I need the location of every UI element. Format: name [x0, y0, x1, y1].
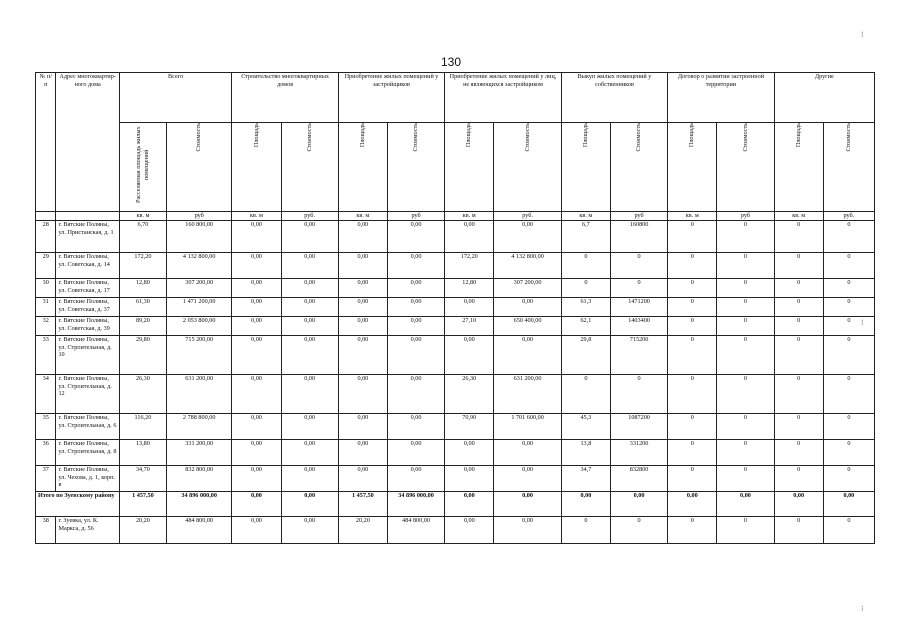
value-cell: 4 132 800,00 — [494, 252, 562, 278]
value-cell: 0 — [561, 278, 610, 297]
header-sub: Площадь — [338, 123, 387, 212]
unit-cell: кв. м — [774, 212, 823, 221]
value-cell: 832 800,00 — [166, 465, 231, 491]
value-cell: 0 — [668, 439, 717, 465]
header-sub: Расселяемая площадь жилых помещений — [119, 123, 166, 212]
value-cell: 0,00 — [445, 335, 494, 374]
value-cell: 26,30 — [445, 374, 494, 413]
row-number-cell: 37 — [36, 465, 56, 491]
value-cell: 12,80 — [445, 278, 494, 297]
value-cell: 89,20 — [119, 316, 166, 335]
value-cell: 0 — [774, 516, 823, 543]
value-cell: 0 — [823, 297, 874, 316]
value-cell: 29,80 — [119, 335, 166, 374]
address-cell: г. Вятские Поляны, ул. Советская, д. 39 — [56, 316, 119, 335]
value-cell: 62,1 — [561, 316, 610, 335]
unit-cell: руб — [387, 212, 444, 221]
value-cell: 0,00 — [494, 220, 562, 252]
total-value-cell: 0,00 — [717, 491, 774, 516]
value-cell: 0 — [823, 374, 874, 413]
header-sub: Площадь — [561, 123, 610, 212]
value-cell: 0,00 — [338, 297, 387, 316]
value-cell: 45,3 — [561, 413, 610, 439]
table-row — [36, 413, 875, 439]
value-cell: 0 — [717, 516, 774, 543]
address-cell: г. Вятские Поляны, ул. Советская, д. 14 — [56, 252, 119, 278]
resettlement-table — [35, 72, 875, 544]
value-cell: 0 — [668, 252, 717, 278]
table-row — [36, 252, 875, 278]
value-cell: 0,00 — [387, 252, 444, 278]
header-group-buyout: Выкуп жилых помещений у собственников — [561, 73, 667, 123]
row-number-cell: 35 — [36, 413, 56, 439]
header-group-territory: Договор о развитии застроенной территории — [668, 73, 774, 123]
value-cell: 0 — [668, 297, 717, 316]
table-row — [36, 220, 875, 252]
total-value-cell: 0,00 — [232, 491, 281, 516]
value-cell: 0,00 — [494, 465, 562, 491]
value-cell: 331200 — [610, 439, 667, 465]
header-sub: Стоимость — [281, 123, 338, 212]
value-cell: 0 — [561, 252, 610, 278]
header-address: Адрес многоквартир- ного дома — [56, 73, 119, 212]
value-cell: 0,00 — [445, 516, 494, 543]
value-cell: 0,00 — [338, 252, 387, 278]
header-sub: Площадь — [668, 123, 717, 212]
table-row — [36, 439, 875, 465]
table-row — [36, 465, 875, 491]
table-row — [36, 516, 875, 543]
address-cell: г. Вятские Поляны, ул. Строительная, д. 10 — [56, 335, 119, 374]
value-cell: 27,10 — [445, 316, 494, 335]
total-value-cell: 0,00 — [445, 491, 494, 516]
value-cell: 0,00 — [281, 297, 338, 316]
value-cell: 0 — [774, 413, 823, 439]
value-cell: 0 — [823, 278, 874, 297]
value-cell: 0,00 — [338, 374, 387, 413]
margin-mark: ⁝ — [861, 318, 864, 327]
value-cell: 160800 — [610, 220, 667, 252]
total-value-cell: 0,00 — [774, 491, 823, 516]
total-value-cell: 0,00 — [668, 491, 717, 516]
value-cell: 0 — [668, 374, 717, 413]
value-cell: 631 200,00 — [166, 374, 231, 413]
header-group-construction: Строительство многоквартирных домов — [232, 73, 338, 123]
value-cell: 12,80 — [119, 278, 166, 297]
value-cell: 0,00 — [232, 465, 281, 491]
total-value-cell: 34 896 000,00 — [387, 491, 444, 516]
table-row — [36, 316, 875, 335]
value-cell: 0,00 — [338, 278, 387, 297]
row-number-cell: 38 — [36, 516, 56, 543]
value-cell: 0,00 — [232, 516, 281, 543]
value-cell: 0,00 — [281, 278, 338, 297]
value-cell: 0,00 — [232, 220, 281, 252]
value-cell: 0,00 — [338, 439, 387, 465]
total-label-cell: Итого по Зуевскому району — [36, 491, 120, 516]
page-number: 130 — [441, 55, 462, 69]
row-number-cell: 36 — [36, 439, 56, 465]
value-cell: 0 — [668, 278, 717, 297]
value-cell: 0 — [823, 316, 874, 335]
header-group-non-developers: Приобретение жилых помещений у лиц, не являющихся застройщиком — [445, 73, 562, 123]
value-cell: 0 — [717, 335, 774, 374]
value-cell: 1403400 — [610, 316, 667, 335]
row-number-cell: 28 — [36, 220, 56, 252]
value-cell: 20,20 — [119, 516, 166, 543]
total-value-cell: 1 457,50 — [119, 491, 166, 516]
value-cell: 172,20 — [119, 252, 166, 278]
units-row — [36, 212, 875, 221]
value-cell: 1087200 — [610, 413, 667, 439]
address-cell: г. Вятские Поляны, ул. Строительная, д. 12 — [56, 374, 119, 413]
units-empty — [36, 212, 56, 221]
value-cell: 650 400,00 — [494, 316, 562, 335]
value-cell: 0 — [717, 374, 774, 413]
value-cell: 0,00 — [338, 335, 387, 374]
value-cell: 0 — [823, 252, 874, 278]
value-cell: 0,00 — [281, 516, 338, 543]
header-group-total: Всего — [119, 73, 232, 123]
value-cell: 61,3 — [561, 297, 610, 316]
total-value-cell: 0,00 — [281, 491, 338, 516]
header-sub: Стоимость — [717, 123, 774, 212]
value-cell: 331 200,00 — [166, 439, 231, 465]
value-cell: 0,00 — [281, 413, 338, 439]
value-cell: 0 — [823, 439, 874, 465]
value-cell: 116,20 — [119, 413, 166, 439]
header-sub: Стоимость — [823, 123, 874, 212]
table-row — [36, 374, 875, 413]
value-cell: 0 — [717, 465, 774, 491]
unit-cell: руб — [610, 212, 667, 221]
value-cell: 0,00 — [387, 297, 444, 316]
row-number-cell: 34 — [36, 374, 56, 413]
table-row — [36, 335, 875, 374]
value-cell: 0,00 — [445, 465, 494, 491]
value-cell: 0 — [774, 278, 823, 297]
value-cell: 0,00 — [281, 465, 338, 491]
value-cell: 0 — [774, 335, 823, 374]
value-cell: 0,00 — [494, 335, 562, 374]
unit-cell: кв. м — [561, 212, 610, 221]
value-cell: 0,00 — [232, 297, 281, 316]
value-cell: 832800 — [610, 465, 667, 491]
header-group-developers: Приобретение жилых помещений у застройщиков — [338, 73, 444, 123]
value-cell: 0,00 — [232, 316, 281, 335]
total-value-cell: 1 457,50 — [338, 491, 387, 516]
value-cell: 0,00 — [445, 297, 494, 316]
value-cell: 0 — [774, 252, 823, 278]
row-number-cell: 33 — [36, 335, 56, 374]
unit-cell: руб. — [823, 212, 874, 221]
value-cell: 1471200 — [610, 297, 667, 316]
address-cell: г. Вятские Поляны, ул. Пристанская, д. 1 — [56, 220, 119, 252]
address-cell: г. Вятские Поляны, ул. Советская, д. 17 — [56, 278, 119, 297]
value-cell: 61,30 — [119, 297, 166, 316]
value-cell: 0,00 — [387, 220, 444, 252]
value-cell: 0 — [823, 220, 874, 252]
value-cell: 0,00 — [387, 439, 444, 465]
value-cell: 0 — [823, 335, 874, 374]
value-cell: 0,00 — [232, 335, 281, 374]
header-group-row — [36, 73, 875, 123]
margin-mark: ⁝ — [861, 30, 864, 39]
value-cell: 2 053 800,00 — [166, 316, 231, 335]
value-cell: 0,00 — [232, 413, 281, 439]
value-cell: 0 — [717, 278, 774, 297]
value-cell: 34,7 — [561, 465, 610, 491]
value-cell: 0,00 — [281, 316, 338, 335]
value-cell: 0,00 — [387, 465, 444, 491]
value-cell: 29,8 — [561, 335, 610, 374]
unit-cell: руб — [166, 212, 231, 221]
value-cell: 0 — [823, 465, 874, 491]
units-empty — [56, 212, 119, 221]
table-row — [36, 278, 875, 297]
value-cell: 0,00 — [494, 516, 562, 543]
header-group-other: Другие — [774, 73, 874, 123]
margin-mark: ⁝ — [861, 604, 864, 613]
value-cell: 1 471 200,00 — [166, 297, 231, 316]
address-cell: г. Вятские Поляны, ул. Строительная, д. 8 — [56, 439, 119, 465]
value-cell: 0 — [774, 316, 823, 335]
unit-cell: кв. м — [445, 212, 494, 221]
value-cell: 0 — [610, 374, 667, 413]
total-value-cell: 0,00 — [561, 491, 610, 516]
value-cell: 0,00 — [281, 252, 338, 278]
unit-cell: кв. м — [232, 212, 281, 221]
value-cell: 0,00 — [232, 278, 281, 297]
value-cell: 0,00 — [338, 316, 387, 335]
address-cell: г. Вятские Поляны, ул. Чехова, д. 1, корп. в — [56, 465, 119, 491]
value-cell: 0,00 — [494, 439, 562, 465]
unit-cell: руб — [717, 212, 774, 221]
value-cell: 0 — [717, 316, 774, 335]
value-cell: 0 — [774, 439, 823, 465]
total-value-cell: 0,00 — [494, 491, 562, 516]
value-cell: 0 — [823, 413, 874, 439]
total-value-cell: 0,00 — [610, 491, 667, 516]
address-cell: г. Зуевка, ул. К. Маркса, д. 56 — [56, 516, 119, 543]
unit-cell: кв. м — [668, 212, 717, 221]
header-sub: Стоимость — [166, 123, 231, 212]
address-cell: г. Вятские Поляны, ул. Советская, д. 37 — [56, 297, 119, 316]
value-cell: 0,00 — [338, 413, 387, 439]
header-sub: Площадь — [232, 123, 281, 212]
value-cell: 34,70 — [119, 465, 166, 491]
value-cell: 0,00 — [281, 374, 338, 413]
value-cell: 0,00 — [281, 335, 338, 374]
value-cell: 0,00 — [387, 316, 444, 335]
value-cell: 0 — [774, 220, 823, 252]
total-row — [36, 491, 875, 516]
table-row — [36, 297, 875, 316]
header-sub: Площадь — [445, 123, 494, 212]
value-cell: 0,00 — [338, 465, 387, 491]
value-cell: 4 132 800,00 — [166, 252, 231, 278]
value-cell: 26,30 — [119, 374, 166, 413]
value-cell: 13,8 — [561, 439, 610, 465]
value-cell: 160 800,00 — [166, 220, 231, 252]
value-cell: 0,00 — [494, 297, 562, 316]
header-sub: Стоимость — [610, 123, 667, 212]
value-cell: 0,00 — [387, 413, 444, 439]
value-cell: 172,20 — [445, 252, 494, 278]
value-cell: 0 — [774, 465, 823, 491]
header-sub: Стоимость — [387, 123, 444, 212]
value-cell: 0,00 — [387, 374, 444, 413]
value-cell: 0 — [561, 374, 610, 413]
value-cell: 0,00 — [281, 439, 338, 465]
value-cell: 0 — [610, 516, 667, 543]
value-cell: 1 701 600,00 — [494, 413, 562, 439]
unit-cell: руб. — [281, 212, 338, 221]
value-cell: 0 — [668, 516, 717, 543]
value-cell: 0 — [774, 374, 823, 413]
value-cell: 0 — [610, 252, 667, 278]
value-cell: 0 — [668, 465, 717, 491]
value-cell: 0 — [823, 516, 874, 543]
value-cell: 0 — [610, 278, 667, 297]
value-cell: 0 — [668, 220, 717, 252]
value-cell: 0,00 — [232, 439, 281, 465]
value-cell: 0 — [668, 413, 717, 439]
header-sub: Площадь — [774, 123, 823, 212]
value-cell: 70,90 — [445, 413, 494, 439]
total-value-cell: 0,00 — [823, 491, 874, 516]
value-cell: 0 — [717, 439, 774, 465]
value-cell: 715200 — [610, 335, 667, 374]
row-number-cell: 32 — [36, 316, 56, 335]
value-cell: 0,00 — [281, 220, 338, 252]
value-cell: 484 800,00 — [166, 516, 231, 543]
value-cell: 307 200,00 — [494, 278, 562, 297]
value-cell: 0,00 — [232, 374, 281, 413]
value-cell: 13,80 — [119, 439, 166, 465]
unit-cell: кв. м — [338, 212, 387, 221]
value-cell: 0 — [668, 316, 717, 335]
value-cell: 20,20 — [338, 516, 387, 543]
value-cell: 0 — [717, 297, 774, 316]
header-num: № п/п — [36, 73, 56, 212]
value-cell: 0 — [717, 413, 774, 439]
value-cell: 0 — [774, 297, 823, 316]
value-cell: 715 200,00 — [166, 335, 231, 374]
total-value-cell: 34 896 000,00 — [166, 491, 231, 516]
value-cell: 6,7 — [561, 220, 610, 252]
value-cell: 0,00 — [338, 220, 387, 252]
value-cell: 0 — [668, 335, 717, 374]
unit-cell: кв. м — [119, 212, 166, 221]
header-sub: Стоимость — [494, 123, 562, 212]
value-cell: 0 — [717, 252, 774, 278]
row-number-cell: 31 — [36, 297, 56, 316]
value-cell: 0,00 — [445, 220, 494, 252]
value-cell: 0,00 — [387, 278, 444, 297]
row-number-cell: 30 — [36, 278, 56, 297]
value-cell: 0 — [561, 516, 610, 543]
unit-cell: руб. — [494, 212, 562, 221]
value-cell: 6,70 — [119, 220, 166, 252]
value-cell: 0,00 — [387, 335, 444, 374]
value-cell: 307 200,00 — [166, 278, 231, 297]
value-cell: 0,00 — [445, 439, 494, 465]
address-cell: г. Вятские Поляны, ул. Строительная, д. 6 — [56, 413, 119, 439]
value-cell: 0,00 — [232, 252, 281, 278]
row-number-cell: 29 — [36, 252, 56, 278]
value-cell: 484 800,00 — [387, 516, 444, 543]
value-cell: 2 788 800,00 — [166, 413, 231, 439]
table-body — [36, 220, 875, 543]
header-sub-row — [36, 123, 875, 212]
value-cell: 0 — [717, 220, 774, 252]
value-cell: 631 200,00 — [494, 374, 562, 413]
